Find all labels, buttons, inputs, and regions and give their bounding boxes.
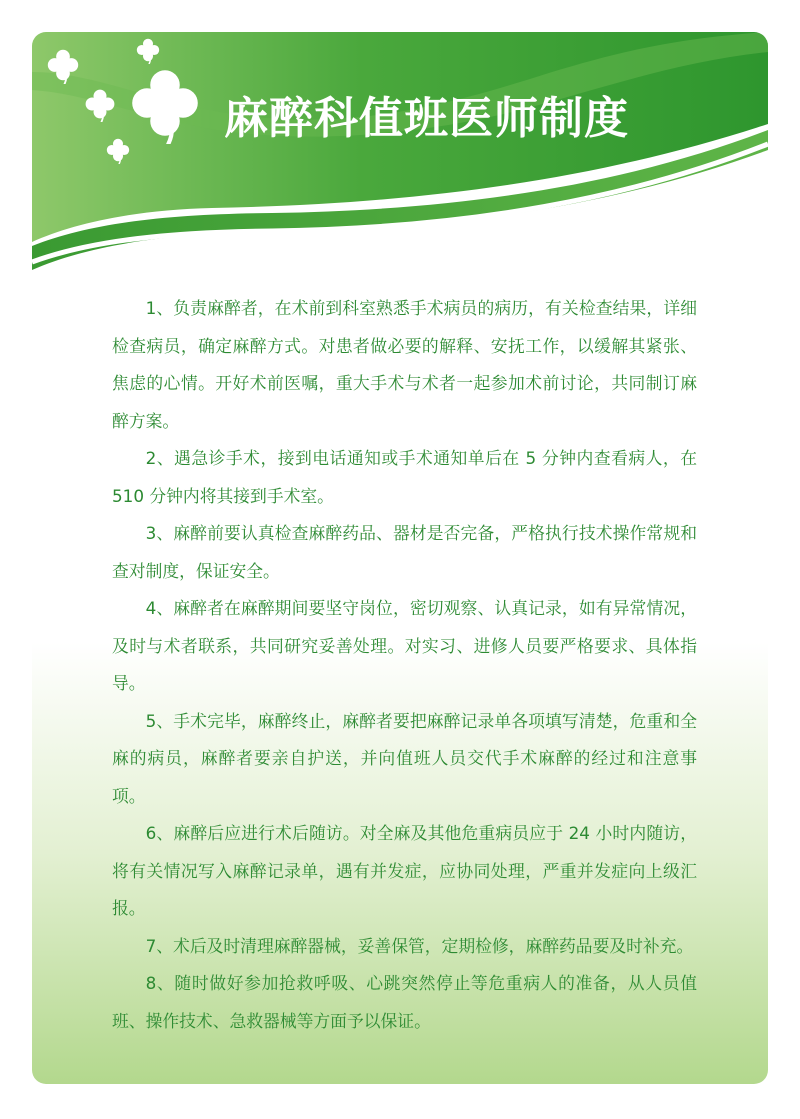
regulation-item: 3、麻醉前要认真检查麻醉药品、器材是否完备，严格执行技术操作常规和查对制度，保证安全。 — [112, 523, 697, 581]
page-title: 麻醉科值班医师制度 — [224, 93, 629, 144]
regulation-item: 6、麻醉后应进行术后随访。对全麻及其他危重病员应于 24 小时内随访，将有关情况写入麻醉记录单，遇有并发症，应协同处理，严重并发症向上级汇报。 — [112, 823, 697, 918]
regulation-item: 1、负责麻醉者，在术前到科室熟悉手术病员的病历，有关检查结果，详细检查病员，确定麻醉方式。对患者做必要的解释、安抚工作，以缓解其紧张、焦虑的心情。开好术前医嘱，重大手术与术者一起参加术前讨论，共同制订麻醉方案。 — [112, 298, 697, 431]
clover-icon — [82, 86, 118, 122]
clover-icon — [44, 46, 82, 84]
clover-icon — [134, 36, 162, 64]
poster — [32, 32, 768, 1084]
regulation-item: 2、遇急诊手术，接到电话通知或手术通知单后在 5 分钟内查看病人，在 510 分钟内将其接到手术室。 — [112, 448, 697, 506]
clover-icon — [104, 136, 132, 164]
regulation-item: 4、麻醉者在麻醉期间要坚守岗位，密切观察、认真记录，如有异常情况，及时与术者联系，共同研究妥善处理。对实习、进修人员要严格要求、具体指导。 — [112, 598, 697, 693]
regulation-item: 8、随时做好参加抢救呼吸、心跳突然停止等危重病人的准备，从人员值班、操作技术、急救器械等方面予以保证。 — [112, 973, 697, 1031]
regulation-item: 5、手术完毕，麻醉终止，麻醉者要把麻醉记录单各项填写清楚，危重和全麻的病员，麻醉者要亲自护送，并向值班人员交代手术麻醉的经过和注意事项。 — [112, 710, 697, 806]
regulation-item: 7、术后及时清理麻醉器械，妥善保管，定期检修，麻醉药品要及时补充。 — [145, 935, 694, 956]
clover-icon — [124, 62, 206, 144]
regulation-body — [112, 290, 697, 1040]
